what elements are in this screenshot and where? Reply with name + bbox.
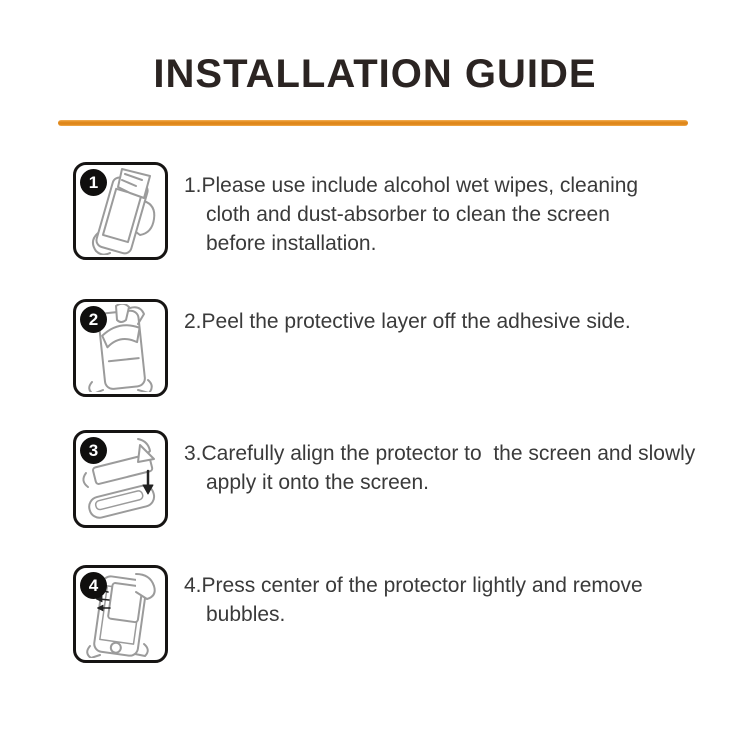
step4-line2: bubbles. xyxy=(206,603,286,626)
step3-line1: 3.Carefully align the protector to the screen and slowly xyxy=(184,442,696,465)
step4-illustration-box xyxy=(73,565,168,663)
step4-line1: 4.Press center of the protector lightly and remove xyxy=(184,574,643,597)
step3-illustration-box xyxy=(73,430,168,528)
step1-line1: 1.Please use include alcohol wet wipes, cleaning xyxy=(184,174,639,197)
step1-illustration-box xyxy=(73,162,168,260)
step2-illustration-box xyxy=(73,299,168,397)
step2-line1: 2.Peel the protective layer off the adhesive side. xyxy=(184,310,631,333)
step4-text xyxy=(184,571,643,629)
step3-line2: apply it onto the screen. xyxy=(206,471,429,494)
step1-line2: cloth and dust-absorber to clean the screen xyxy=(206,203,610,226)
step1-text xyxy=(184,171,638,258)
step1-line3: before installation. xyxy=(206,232,377,255)
title-divider xyxy=(58,120,688,126)
step3-number-badge: 3 xyxy=(80,437,107,464)
step2-number-badge: 2 xyxy=(80,306,107,333)
page-title: INSTALLATION GUIDE xyxy=(153,52,597,96)
step1-number-badge: 1 xyxy=(80,169,107,196)
step2-text xyxy=(184,307,631,336)
step3-text xyxy=(184,439,695,497)
step4-number-badge: 4 xyxy=(80,572,107,599)
